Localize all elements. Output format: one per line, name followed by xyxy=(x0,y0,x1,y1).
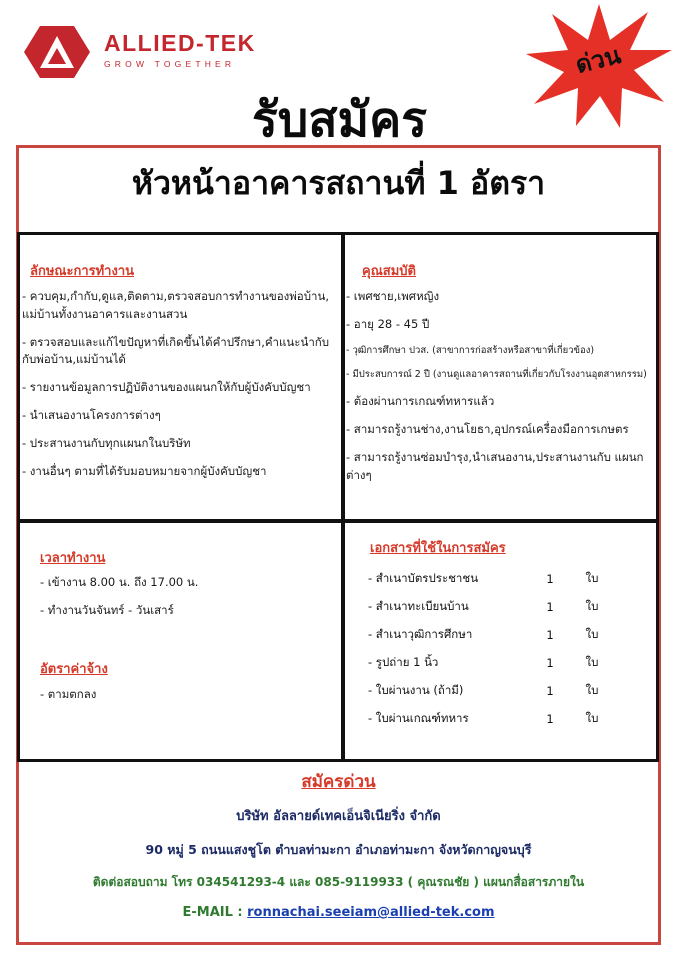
document-name: - สำเนาวุฒิการศึกษา xyxy=(368,627,473,641)
wage-list xyxy=(40,686,330,714)
documents-title: เอกสารที่ใช้ในการสมัคร xyxy=(370,541,506,556)
brand-name: ALLIED-TEK xyxy=(104,30,256,56)
allied-tek-logo-icon xyxy=(22,22,92,82)
document-qty: 1 xyxy=(546,628,554,642)
apply-urgent-heading: สมัครด่วน xyxy=(301,772,376,792)
wage-title: อัตราค่าจ้าง xyxy=(40,662,108,677)
list-item: - สามารถรู้งานซ่อมบำรุง,นำเสนองาน,ประสานงานกับ แผนกต่างๆ xyxy=(346,449,644,482)
list-item: - อายุ 28 - 45 ปี xyxy=(346,316,430,331)
working-hours-list xyxy=(40,574,330,630)
footer xyxy=(16,768,661,920)
position-title: หัวหน้าอาคารสถานที่ 1 อัตรา xyxy=(131,164,546,202)
list-item: - ต้องผ่านการเกณฑ์ทหารแล้ว xyxy=(346,394,495,409)
working-hours-title: เวลาทำงาน xyxy=(40,551,106,566)
document-row xyxy=(368,621,628,649)
document-qty: 1 xyxy=(546,656,554,670)
brand-tagline: GROW TOGETHER xyxy=(104,59,236,69)
list-item: - รายงานข้อมูลการปฏิบัติงานของแผนกให้กับผู้บังคับบัญชา xyxy=(22,380,311,395)
document-row xyxy=(368,649,628,677)
document-qty: 1 xyxy=(546,600,554,614)
document-unit: ใบ xyxy=(585,627,599,641)
document-unit: ใบ xyxy=(585,571,599,585)
list-item: - ทำงานวันจันทร์ - วันเสาร์ xyxy=(40,602,174,617)
company-address: 90 หมู่ 5 ถนนแสงชูโต ตำบลท่ามะกา อำเภอท่ามะกา จังหวัดกาญจนบุรี xyxy=(145,842,532,857)
email-row xyxy=(16,905,661,920)
document-name: - รูปถ่าย 1 นิ้ว xyxy=(368,655,439,669)
list-item: - เพศชาย,เพศหญิง xyxy=(346,289,440,303)
qualifications-title: คุณสมบัติ xyxy=(362,264,416,279)
document-name: - สำเนาบัตรประชาชน xyxy=(368,571,479,585)
list-item: - เข้างาน 8.00 น. ถึง 17.00 น. xyxy=(40,575,199,589)
document-unit: ใบ xyxy=(585,683,599,697)
list-item: - ประสานงานกับทุกแผนกในบริษัท xyxy=(22,435,191,450)
document-row xyxy=(368,677,628,705)
document-unit: ใบ xyxy=(585,599,599,613)
list-item: - มีประสบการณ์ 2 ปี (งานดูแลอาคารสถานที่เกี่ยวกับโรงงานอุตสาหกรรม) xyxy=(346,369,647,381)
document-name: - ใบผ่านงาน (ถ้ามี) xyxy=(368,683,464,697)
document-unit: ใบ xyxy=(585,711,599,725)
email-link[interactable]: ronnachai.seeiam@allied-tek.com xyxy=(247,905,495,920)
document-name: - สำเนาทะเบียนบ้าน xyxy=(368,599,469,613)
list-item: - นำเสนองานโครงการต่างๆ xyxy=(22,408,161,423)
document-row xyxy=(368,593,628,621)
list-item: - ตรวจสอบและแก้ไขปัญหาที่เกิดขึ้นได้คำปรึกษา,คำแนะนำกับ กับพ่อบ้าน,แม่บ้านได้ xyxy=(22,334,330,367)
document-qty: 1 xyxy=(546,572,554,586)
documents-list xyxy=(368,565,628,733)
list-item: - งานอื่นๆ ตามที่ได้รับมอบหมายจากผู้บังคับบัญชา xyxy=(22,463,267,478)
list-item: - ตามตกลง xyxy=(40,687,97,701)
document-unit: ใบ xyxy=(585,655,599,669)
list-item: - สามารถรู้งานช่าง,งานโยธา,อุปกรณ์เครื่องมือการเกษตร xyxy=(346,421,629,436)
job-description-list xyxy=(22,288,334,491)
document-qty: 1 xyxy=(546,712,554,726)
email-label: E-MAIL : xyxy=(182,905,243,920)
qualifications-list xyxy=(346,288,652,494)
urgent-badge-label: ด่วน xyxy=(572,40,624,80)
document-qty: 1 xyxy=(546,684,554,698)
job-description-title: ลักษณะการทำงาน xyxy=(30,264,135,279)
company-name: บริษัท อัลลายด์เทคเอ็นจิเนียริ่ง จำกัด xyxy=(236,809,441,824)
brand xyxy=(104,30,256,69)
contact-phone: ติดต่อสอบถาม โทร 034541293-4 และ 085-9119933 ( คุณรณชัย ) แผนกสื่อสารภายใน xyxy=(92,875,585,889)
list-item: - ควบคุม,กำกับ,ดูแล,ติดตาม,ตรวจสอบการทำงานของพ่อบ้าน, แม่บ้านทั้งงานอาคารและงานสวน xyxy=(22,289,329,321)
document-row xyxy=(368,565,628,593)
document-name: - ใบผ่านเกณฑ์ทหาร xyxy=(368,711,469,725)
page-title: รับสมัคร xyxy=(251,92,428,148)
document-row xyxy=(368,705,628,733)
list-item: - วุฒิการศึกษา ปวส. (สาขาการก่อสร้างหรือสาขาที่เกี่ยวข้อง) xyxy=(346,344,595,356)
